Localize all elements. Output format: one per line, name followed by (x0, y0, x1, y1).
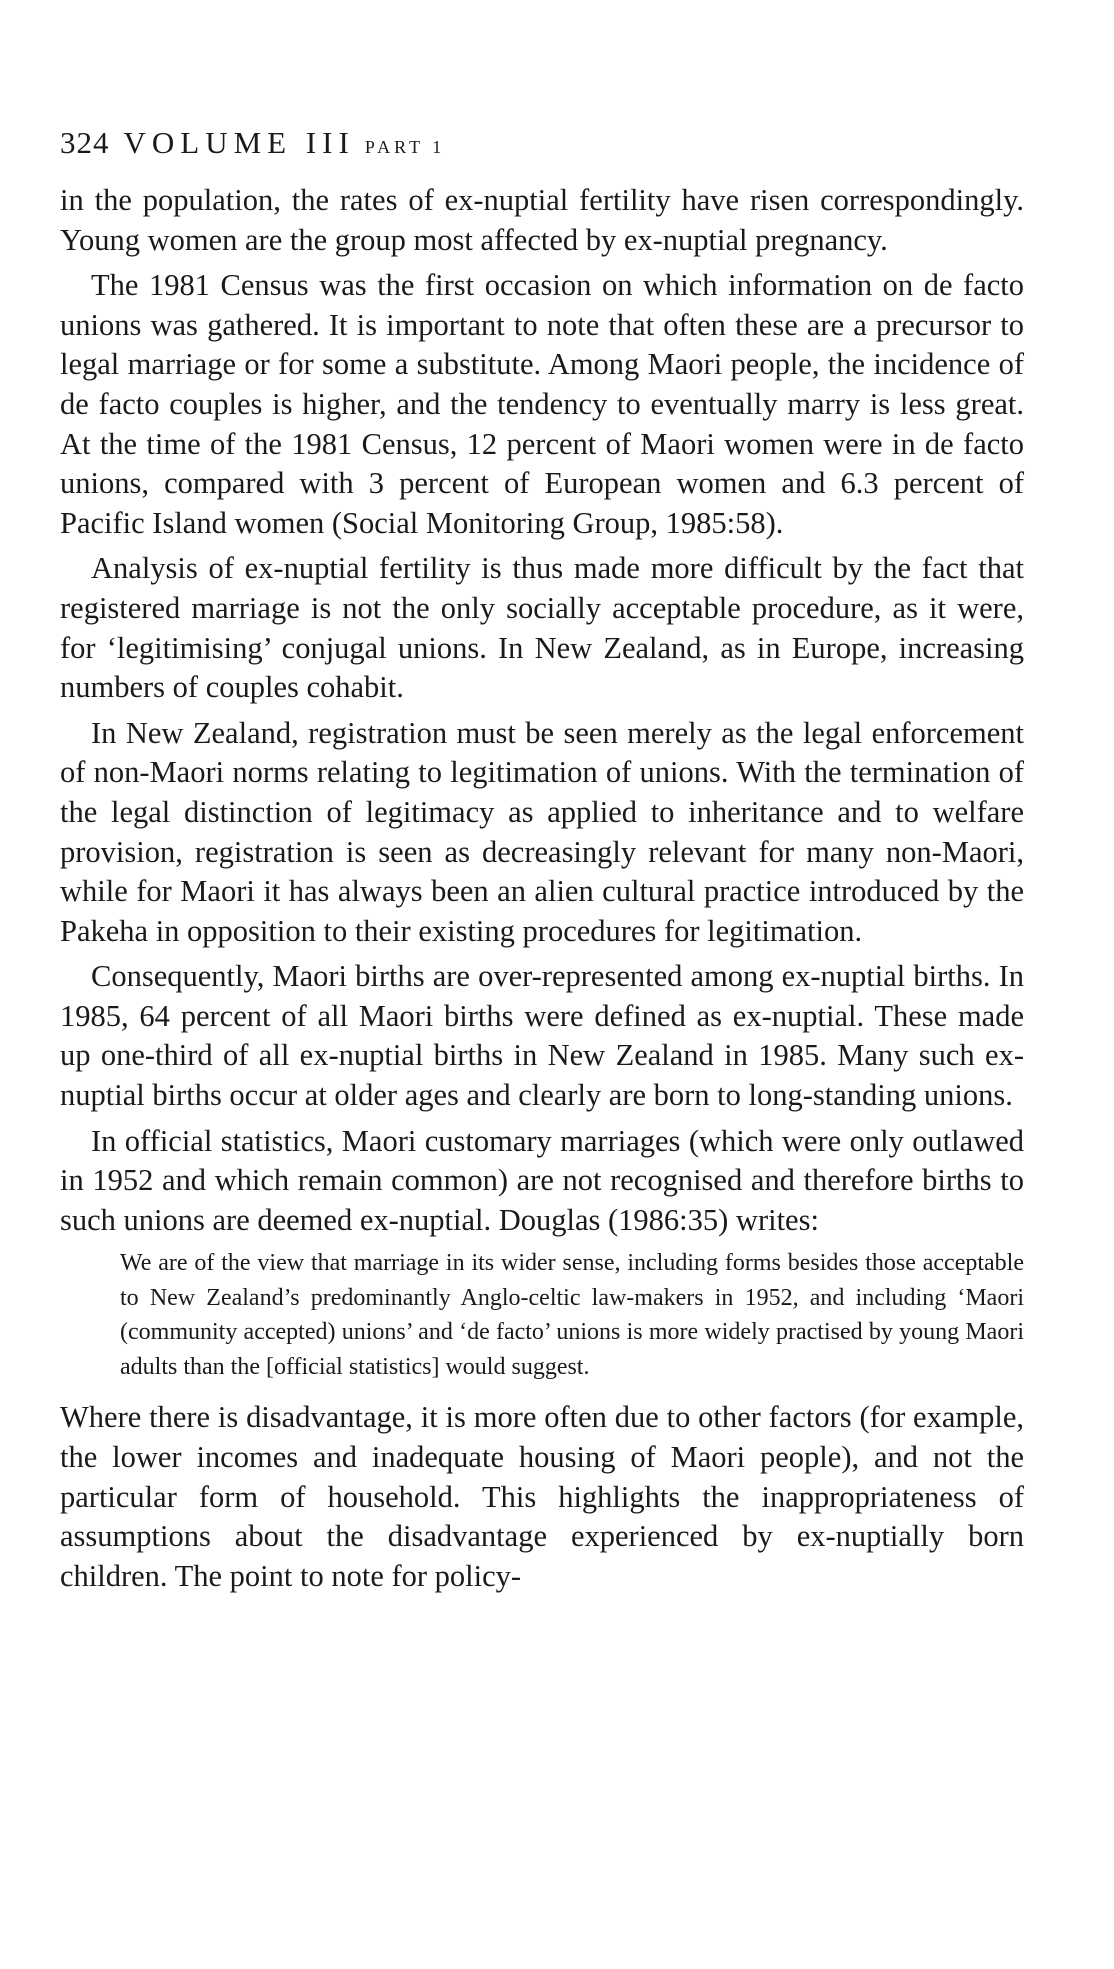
paragraph-disadvantage: Where there is disadvantage, it is more often due to other factors (for example, the lower incomes and inadequate housing of Maori people), and not the particular form of household. This highlights the inappropriateness of assumptions about the disadvantage experienced by ex-nuptially born children. The point to note for policy- (60, 1400, 1024, 1593)
paragraph-official-statistics: In official statistics, Maori customary marriages (which were only outlawed in 1952 and which remain common) are not recognised and therefore births to such unions are deemed ex-nuptial. Douglas (1986:35) writes: (60, 1123, 1024, 1237)
paragraph-analysis: Analysis of ex-nuptial fertility is thus made more difficult by the fact that registered marriage is not the only socially acceptable procedure, as it were, for ‘legitimising’ conjugal unions. In New Zealand, as in Europe, increasing numbers of couples cohabit. (60, 551, 1024, 705)
volume-label: VOLUME III (123, 125, 355, 160)
paragraph-continued: in the population, the rates of ex-nuptial fertility have risen correspondingly. Young women are the group most affected by ex-nuptial pregnancy. (60, 183, 1024, 257)
paragraph-registration: In New Zealand, registration must be seen merely as the legal enforcement of non-Maori norms relating to legitimation of unions. With the termination of the legal distinction of legitimacy as applied to inheritance and to welfare provision, registration is seen as decreasingly relevant for many non-Maori, while for Maori it has always been an alien cultural practice introduced by the Pakeha in opposition to their existing procedures for legitimation. (60, 715, 1024, 948)
running-head (60, 125, 1024, 161)
paragraph-census: The 1981 Census was the first occasion on which information on de facto unions was gathered. It is important to note that often these are a precursor to legal marriage or for some a substitute. Among Maori people, the incidence of de facto couples is higher, and the tendency to eventually marry is less great. At the time of the 1981 Census, 12 percent of Maori women were in de facto unions, compared with 3 percent of European women and 6.3 percent of Pacific Island women (Social Monitoring Group, 1985:58). (60, 268, 1024, 540)
block-quote: We are of the view that marriage in its wider sense, including forms besides those acceptable to New Zealand’s predominantly Anglo-celtic law-makers in 1952, and including ‘Maori (community accepted) unions’ and ‘de facto’ unions is more widely practised by young Maori adults than the [official statistics] would suggest. (120, 1250, 1024, 1380)
page-number: 324 (60, 125, 110, 160)
book-page (60, 125, 1024, 1602)
part-label: PART 1 (364, 137, 446, 157)
paragraph-consequently: Consequently, Maori births are over-represented among ex-nuptial births. In 1985, 64 percent of all Maori births were defined as ex-nuptial. These made up one-third of all ex-nuptial births in New Zealand in 1985. Many such ex-nuptial births occur at older ages and clearly are born to long-standing unions. (60, 959, 1024, 1113)
